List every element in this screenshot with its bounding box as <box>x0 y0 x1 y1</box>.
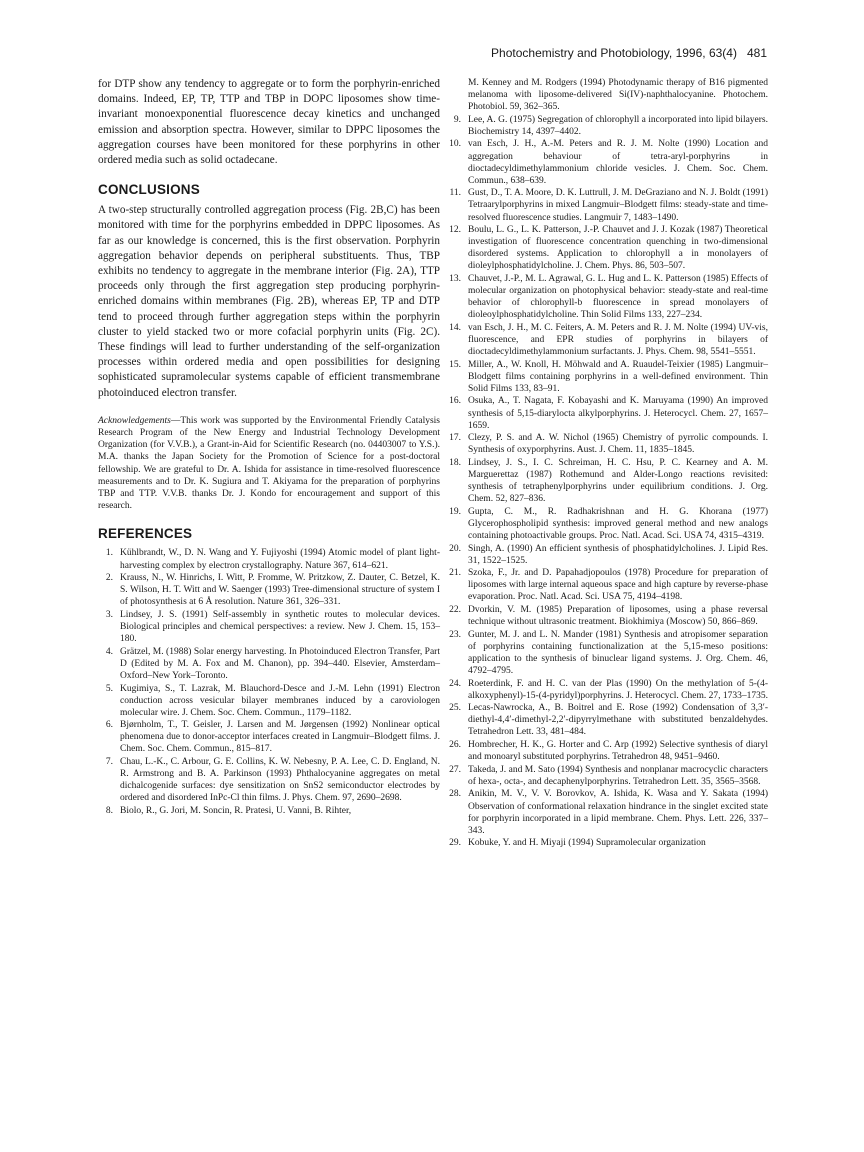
reference-item <box>446 457 768 505</box>
reference-text: Anikin, M. V., V. V. Borovkov, A. Ishida, K. Wasa and Y. Sakata (1994) Observation of conformational relaxation hindrance in the singlet excited state for porphyrin incorporated in a lipid membrane. Chem. Phys. Lett. 226, 337–343. <box>468 789 768 836</box>
reference-number: 1. <box>105 548 113 559</box>
reference-number: 3. <box>105 609 113 620</box>
reference-item <box>446 114 768 138</box>
acknowledgements <box>98 415 440 513</box>
reference-item <box>446 788 768 836</box>
reference-text: Kugimiya, S., T. Lazrak, M. Blauchord-Desce and J.-M. Lehn (1991) Electron conduction across vesicular bilayer membranes induced by a caroviologen molecular wire. J. Chem. Soc. Chem. Commun., 1179–1182. <box>120 683 440 718</box>
reference-item <box>98 805 440 817</box>
reference-number: 12. <box>449 225 461 236</box>
reference-text: Bjørnholm, T., T. Geisler, J. Larsen and M. Jørgensen (1992) Nonlinear optical phenomena due to donor-acceptor interfaces created in Langmuir–Blodgett films. J. Chem. Soc. Chem. Commun., 815–817. <box>120 720 440 755</box>
reference-item <box>446 629 768 677</box>
reference-text: Hombrecher, H. K., G. Horter and C. Arp (1992) Selective synthesis of diaryl and monoaryl substituted porphyrins. Tetrahedron 48, 9451–9460. <box>468 740 768 763</box>
reference-item <box>446 359 768 395</box>
references-list-right <box>446 77 768 849</box>
reference-text: Kühlbrandt, W., D. N. Wang and Y. Fujiyoshi (1994) Atomic model of plant light-harvesting complex by electron crystallography. Nature 367, 614–621. <box>120 548 440 571</box>
right-column <box>446 77 768 850</box>
reference-number: 6. <box>105 720 113 731</box>
left-column <box>98 77 440 818</box>
reference-item <box>446 187 768 223</box>
reference-item <box>98 646 440 682</box>
reference-text: Singh, A. (1990) An efficient synthesis of phosphatidylcholines. J. Lipid Res. 31, 1522–1525. <box>468 543 768 566</box>
reference-number: 8. <box>105 805 113 816</box>
references-list-left <box>98 547 440 817</box>
reference-number: 27. <box>449 764 461 775</box>
reference-item <box>446 273 768 321</box>
reference-item <box>446 543 768 567</box>
running-header <box>430 46 767 60</box>
reference-item <box>446 506 768 542</box>
reference-text: Lindsey, J. S. (1991) Self-assembly in synthetic routes to molecular devices. Biological principles and chemical perspectives: a review. New J. Chem. 15, 153–180. <box>120 609 440 645</box>
reference-item <box>98 547 440 571</box>
reference-text: van Esch, J. H., A.-M. Peters and R. J. M. Nolte (1990) Location and aggregation behaviour of tetra-aryl-porphyrins in dioctadecyldimethylammonium chloride vesicles. J. Chem. Soc. Chem. Commun., 638–639. <box>468 139 768 186</box>
reference-text: Chau, L.-K., C. Arbour, G. E. Collins, K. W. Nebesny, P. A. Lee, C. D. England, N. R. Armstrong and B. A. Parkinson (1993) Phthalocyanine aggregates on metal dichalcogenide surfaces: dye sensitization on SnS2 semiconductor electrodes by ordered and disordered InPc-Cl thin films. J. Phys. Chem. 97, 2690–2698. <box>120 757 440 804</box>
reference-number: 15. <box>449 359 461 370</box>
reference-item <box>446 224 768 272</box>
reference-number: 4. <box>105 646 113 657</box>
reference-text: Kobuke, Y. and H. Miyaji (1994) Supramolecular organization <box>468 838 706 849</box>
reference-number: 14. <box>449 322 461 333</box>
reference-number: 7. <box>105 757 113 768</box>
reference-text: Gunter, M. J. and L. N. Mander (1981) Synthesis and atropisomer separation of porphyrins containing functionalization at the 5,15-meso positions: application to the synthesis of binuclear ligand systems. J. Org. Chem. 46, 4792–4795. <box>468 629 768 676</box>
reference-text: M. Kenney and M. Rodgers (1994) Photodynamic therapy of B16 pigmented melanoma with liposome-delivered Si(IV)-naphthalocyanine. Photochem. Photobiol. 59, 362–365. <box>468 78 768 113</box>
reference-number: 10. <box>449 139 461 150</box>
reference-item <box>98 756 440 804</box>
reference-text: Boulu, L. G., L. K. Patterson, J.-P. Chauvet and J. J. Kozak (1987) Theoretical investigation of fluorescence concentration quenching in two-dimensional disordered systems. Application to chlorophyll a in monolayers of dioleylphosphatidylcholine. J. Chem. Phys. 86, 503–507. <box>468 225 768 272</box>
reference-number: 20. <box>449 543 461 554</box>
intro-paragraph: for DTP show any tendency to aggregate or to form the porphyrin-enriched domains. Indeed, EP, TP, TTP and TBP in DOPC liposomes show time-invariant monoexponential fluorescence decay kinetics and unchanged emission and absorption spectra. However, similar to DPPC liposomes the aggregation courses have been monitored for these porphyrins in other ordered media such as solid octadecane. <box>98 78 440 167</box>
reference-number: 11. <box>449 188 461 199</box>
reference-text: Osuka, A., T. Nagata, F. Kobayashi and K. Maruyama (1990) An improved synthesis of 5,15-diarylocta alkylporphyrins. J. Heterocycl. Chem. 27, 1657–1659. <box>468 396 768 431</box>
reference-text: Roeterdink, F. and H. C. van der Plas (1990) On the methylation of 5-(4-alkoxyphenyl)-15-(4-pyridyl)porphyrins. J. Heterocycl. Chem. 27, 1733–1735. <box>468 678 768 701</box>
reference-text: Grätzel, M. (1988) Solar energy harvesting. In Photoinduced Electron Transfer, Part D (Edited by M. A. Fox and M. Chanon), pp. 394–440. Elsevier, Amsterdam–Oxford–New York–Toronto. <box>120 646 440 681</box>
reference-number: 18. <box>449 457 461 468</box>
conclusions-heading: CONCLUSIONS <box>98 182 200 198</box>
reference-item <box>446 77 768 113</box>
reference-item <box>446 678 768 702</box>
reference-item <box>446 567 768 603</box>
reference-item <box>446 739 768 763</box>
page-number: 481 <box>746 46 767 60</box>
reference-item <box>446 138 768 186</box>
reference-text: Lecas-Nawrocka, A., B. Boitrel and E. Rose (1992) Condensation of 3,3′-diethyl-4,4′-dimethyl-2,2′-dipyrrylmethane with substituted benzaldehydes. Tetrahedron Lett. 33, 481–484. <box>468 703 768 738</box>
conclusions-paragraph: A two-step structurally controlled aggregation process (Fig. 2B,C) has been monitored with time for the porphyrins embedded in DPPC liposomes. As far as our knowledge is concerned, this is the first observation. Porphyrin aggregation behavior depends on peripheral substituents. Thus, TBP exhibits no tendency to aggregate in the membrane interior (Fig. 2A), TTP proceeds only through the first aggregation step producing porphyrin-enriched domains within membranes (Fig. 2B), whereas EP, TP and DTP tend to proceed through further aggregation steps within the porphyrin cluster to yield stacked two or more cofacial porphyrin units (Fig. 2C). These findings will lead to further understanding of the self-organization processes within ordered media and open possibilities for designing sophisticated supramolecular systems capable of efficient transmembrane photoinduced electron transfer. <box>98 204 440 399</box>
reference-number: 29. <box>449 838 461 849</box>
reference-item <box>98 719 440 755</box>
reference-item <box>446 322 768 358</box>
reference-text: Szoka, F., Jr. and D. Papahadjopoulos (1978) Procedure for preparation of liposomes with large internal aqueous space and high capture by reverse-phase evaporation. Proc. Natl. Acad. Sci. USA 75, 4194–4198. <box>468 568 768 603</box>
reference-number: 23. <box>449 629 461 640</box>
reference-number <box>446 77 468 113</box>
reference-item <box>98 683 440 719</box>
reference-number: 19. <box>449 506 461 517</box>
reference-number: 22. <box>449 605 461 616</box>
reference-text: Dvorkin, V. M. (1985) Preparation of liposomes, using a phase reversal technique without ultrasonic treatment. Biokhimiya (Moscow) 50, 866–869. <box>468 605 768 628</box>
reference-text: Miller, A., W. Knoll, H. Möhwald and A. Ruaudel-Teixier (1985) Langmuir–Blodgett films containing porphyrins in a well-defined environment. Thin Solid Films 133, 83–91. <box>468 359 768 394</box>
reference-item <box>446 432 768 456</box>
reference-item <box>446 837 768 849</box>
reference-number: 24. <box>449 678 461 689</box>
journal-citation: Photochemistry and Photobiology, 1996, 63(4) <box>491 46 737 60</box>
reference-item <box>98 609 440 645</box>
reference-text: Krauss, N., W. Hinrichs, I. Witt, P. Fromme, W. Pritzkow, Z. Dauter, C. Betzel, K. S. Wilson, H. T. Witt and W. Saenger (1993) Tree-dimensional structure of system I of photosynthesis at 6 Å resolution. Nature 361, 326–331. <box>120 573 440 608</box>
reference-text: Lindsey, J. S., I. C. Schreiman, H. C. Hsu, P. C. Kearney and A. M. Marguerettaz (1987) Rothemund and Alder-Longo reactions revisited: synthesis of tetraphenylporphyrins under equilibrium conditions. J. Org. Chem. 52, 827–836. <box>468 457 768 505</box>
acknowledgements-label: Acknowledgements <box>98 415 171 426</box>
reference-text: Clezy, P. S. and A. W. Nichol (1965) Chemistry of pyrrolic compounds. I. Synthesis of oxyporphyrins. Aust. J. Chem. 11, 1835–1845. <box>468 433 768 456</box>
reference-number: 28. <box>449 789 461 800</box>
reference-number: 2. <box>105 573 113 584</box>
acknowledgements-text: —This work was supported by the Environmental Friendly Catalysis Research Program of the New Energy and Industrial Technology Development Organization (for V.V.B.), a Grant-in-Aid for Scientific Research (no. 04403007 to Y.S.). M.A. thanks the Japan Society for the Promotion of Science for a post-doctoral fellowship. We are grateful to Dr. A. Ishida for assistance in time-resolved fluorescence measurements and to Dr. K. Sugiura and T. Akiyama for the preparation of porphyrins TBP and TTP. V.V.B. thanks Dr. J. Kondo for encouragement and support of this research. <box>98 415 440 512</box>
reference-number: 5. <box>105 683 113 694</box>
reference-item <box>446 702 768 738</box>
reference-item <box>98 572 440 608</box>
references-heading: REFERENCES <box>98 526 193 542</box>
reference-text: Chauvet, J.-P., M. L. Agrawal, G. L. Hug and L. K. Patterson (1985) Effects of molecular organization on photophysical behavior: steady-state and real-time behavior of chlorophyll-b fluorescence in spread monolayers of dioleoylphosphatidylcholine. Thin Solid Films 133, 227–234. <box>468 274 768 321</box>
reference-item <box>446 764 768 788</box>
reference-number: 21. <box>449 568 461 579</box>
reference-text: van Esch, J. H., M. C. Feiters, A. M. Peters and R. J. M. Nolte (1994) UV-vis, fluorescence, and EPR studies of porphyrins in bilayers of dioctadecyldimethylammonium surfactants. J. Phys. Chem. 98, 5541–5551. <box>468 322 768 358</box>
reference-item <box>446 604 768 628</box>
reference-text: Biolo, R., G. Jori, M. Soncin, R. Pratesi, U. Vanni, B. Rihter, <box>120 805 352 816</box>
reference-text: Takeda, J. and M. Sato (1994) Synthesis and nonplanar macrocyclic characters of hexa-, octa-, and decaphenylporphyrins. Tetrahedron Lett. 35, 3565–3568. <box>468 764 768 787</box>
reference-number: 9. <box>453 114 461 125</box>
reference-text: Lee, A. G. (1975) Segregation of chlorophyll a incorporated into lipid bilayers. Biochemistry 14, 4397–4402. <box>468 114 768 137</box>
reference-item <box>446 395 768 431</box>
reference-text: Gupta, C. M., R. Radhakrishnan and H. G. Khorana (1977) Glycerophospholipid synthesis: improved general method and new analogs containing photoactivable groups. Proc. Natl. Acad. Sci. USA 74, 4315–4319. <box>468 506 768 541</box>
reference-number: 16. <box>449 396 461 407</box>
reference-number: 26. <box>449 740 461 751</box>
reference-number: 13. <box>449 274 461 284</box>
reference-number: 17. <box>449 433 461 444</box>
reference-text: Gust, D., T. A. Moore, D. K. Luttrull, J. M. DeGraziano and N. J. Boldt (1991) Tetraarylporphyrins in mixed Langmuir–Blodgett films: steady-state and time-resolved fluorescence studies. Langmuir 7, 1483–1490. <box>468 188 768 223</box>
reference-number: 25. <box>449 703 461 714</box>
